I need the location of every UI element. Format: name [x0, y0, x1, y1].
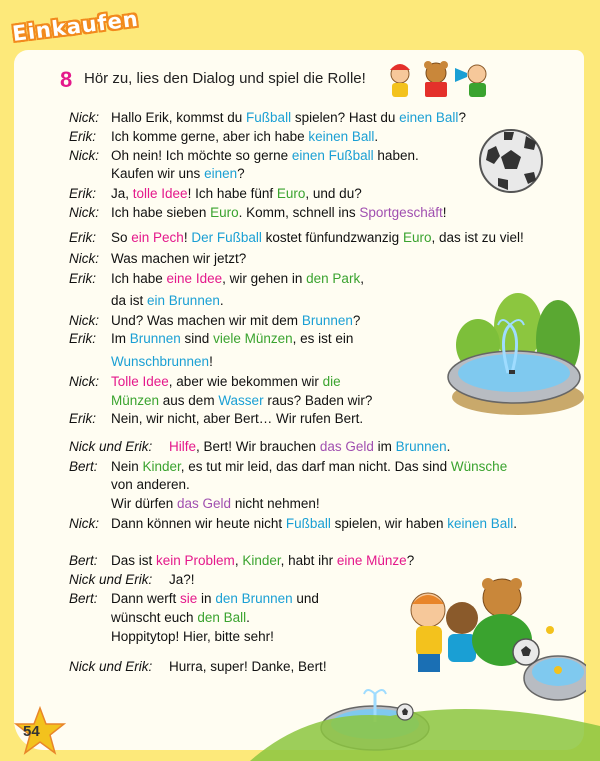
highlighted-word: keinen Ball [308, 129, 375, 144]
text-segment: Dann werft [111, 591, 181, 606]
text-segment: aus dem [159, 393, 219, 408]
task-number: 8 [60, 67, 73, 92]
dialogue-text [169, 659, 327, 674]
text-segment: Und? Was machen wir mit dem [111, 313, 302, 328]
dialogue-text [111, 591, 319, 606]
text-segment: ? [458, 110, 466, 125]
text-segment: Ich komme gerne, aber ich habe [111, 129, 309, 144]
speaker-label: Nick: [69, 313, 99, 328]
highlighted-word: den Ball [197, 610, 247, 625]
highlighted-word: Kinder [242, 553, 281, 568]
highlighted-word: Wunschbrunnen [111, 354, 210, 369]
text-segment: , aber wie bekommen wir [168, 374, 323, 389]
text-segment: spielen? Hast du [291, 110, 400, 125]
speaker-label: Erik: [69, 230, 96, 245]
text-segment: Nein, wir nicht, aber Bert… Wir rufen Bert. [111, 411, 364, 426]
text-segment: , es tut mir leid, das darf man nicht. Das sind [180, 459, 451, 474]
text-segment: . [219, 293, 224, 308]
section-title: Einkaufen [11, 6, 140, 47]
text-segment: , habt ihr [280, 553, 337, 568]
text-segment: ! [183, 230, 192, 245]
text-segment: Ich habe sieben [111, 205, 211, 220]
highlighted-word: einen Fußball [291, 148, 374, 163]
dialogue-text [111, 553, 414, 568]
text-segment: wünscht euch [111, 610, 198, 625]
speaker-label: Bert: [69, 553, 98, 568]
text-segment: in [197, 591, 216, 606]
speaker-label: Nick: [69, 148, 99, 163]
speaker-label: Bert: [69, 459, 98, 474]
dialogue-text [111, 186, 362, 201]
text-segment: ? [406, 553, 415, 568]
text-segment: Hurra, super! Danke, Bert! [169, 659, 327, 674]
dialogue-text [111, 516, 517, 531]
highlighted-word: Der Fußball [191, 230, 262, 245]
highlighted-word: Euro [276, 186, 306, 201]
dialogue-text [169, 572, 195, 587]
text-segment: von anderen. [111, 477, 190, 492]
speaker-label: Erik: [69, 271, 96, 286]
text-segment: haben. [373, 148, 419, 163]
text-segment: . Komm, schnell ins [238, 205, 360, 220]
text-segment: , Bert! Wir brauchen [196, 439, 320, 454]
highlighted-word: Wünsche [450, 459, 508, 474]
dialogue-text [111, 354, 213, 369]
highlighted-word: Münzen [111, 393, 160, 408]
text-segment: , wir gehen in [222, 271, 307, 286]
page-number-star-icon [14, 706, 66, 758]
dialogue-text [111, 393, 372, 408]
dialogue-text [111, 110, 466, 125]
dialogue-text [111, 411, 363, 426]
speaker-label: Nick: [69, 251, 99, 266]
text-segment: Was machen wir jetzt? [111, 251, 247, 266]
text-segment: . [246, 610, 250, 625]
highlighted-word: tolle Idee [132, 186, 188, 201]
dialogue-text [111, 148, 419, 163]
highlighted-word: einen [204, 166, 238, 181]
task-instruction: Hör zu, lies den Dialog und spiel die Rolle! [84, 70, 366, 87]
speaker-label: Erik: [69, 186, 96, 201]
speaker-label: Nick: [69, 205, 99, 220]
text-segment: Oh nein! Ich möchte so gerne [111, 148, 292, 163]
ground-hill-decoration [250, 688, 600, 761]
text-segment: . [374, 129, 379, 144]
text-segment: Kaufen wir uns [111, 166, 205, 181]
text-segment: raus? Baden wir? [263, 393, 373, 408]
character-erik-trumpet-icon [455, 65, 486, 97]
highlighted-word: Sportgeschäft [359, 205, 443, 220]
highlighted-word: Tolle Idee [111, 374, 169, 389]
dialogue-text [111, 496, 320, 511]
dialogue-text [111, 271, 364, 286]
dialogue-text [111, 166, 245, 181]
text-segment: , [360, 271, 364, 286]
highlighted-word: Ball [490, 516, 514, 531]
text-segment: ? [352, 313, 361, 328]
speaker-label: Nick und Erik: [69, 659, 153, 674]
text-segment: im [373, 439, 396, 454]
text-segment: Hoppitytop! Hier, bitte sehr! [111, 629, 274, 644]
text-segment: nicht nehmen! [231, 496, 320, 511]
dialogue-text [111, 205, 446, 220]
highlighted-word: den Brunnen [215, 591, 293, 606]
text-segment: , und du? [305, 186, 362, 201]
dialogue-text [111, 293, 224, 308]
dialogue-text [111, 477, 190, 492]
highlighted-word: die [322, 374, 341, 389]
text-segment: kostet fünfundzwanzig [261, 230, 403, 245]
dialogue-text [111, 251, 246, 266]
text-segment: und [292, 591, 319, 606]
highlighted-word: einen Ball [399, 110, 459, 125]
text-segment: Hallo Erik, kommst du [111, 110, 247, 125]
highlighted-word: Hilfe [169, 439, 197, 454]
ball-small-icon [396, 703, 414, 721]
highlighted-word: den Park [306, 271, 361, 286]
highlighted-word: viele Münzen [213, 331, 293, 346]
text-segment: Nein [111, 459, 143, 474]
highlighted-word: Wasser [218, 393, 264, 408]
highlighted-word: Brunnen [301, 313, 353, 328]
dialogue-text [111, 129, 378, 144]
speaker-label: Nick: [69, 516, 99, 531]
text-segment: , das ist zu viel! [431, 230, 524, 245]
highlighted-word: Kinder [142, 459, 181, 474]
highlighted-word: Fußball [285, 516, 331, 531]
text-segment: ! Ich habe fünf [187, 186, 277, 201]
dialogue-text [111, 230, 524, 245]
character-bert-book-icon [424, 61, 448, 97]
highlighted-word: das Geld [319, 439, 374, 454]
text-segment: Dann können wir heute nicht [111, 516, 286, 531]
speaker-label: Bert: [69, 591, 98, 606]
characters-icon-group [385, 58, 495, 100]
dialogue-text [111, 374, 341, 389]
highlighted-word: Fußball [246, 110, 292, 125]
text-segment: ! [442, 205, 447, 220]
highlighted-word: Euro [402, 230, 432, 245]
text-segment: . [446, 439, 451, 454]
speaker-label: Nick: [69, 110, 99, 125]
highlighted-word: kein Problem [156, 553, 235, 568]
page-number: 54 [23, 723, 40, 740]
highlighted-word: das Geld [177, 496, 232, 511]
speaker-label: Nick und Erik: [69, 572, 153, 587]
highlighted-word: Brunnen [395, 439, 447, 454]
highlighted-word: ein Brunnen [147, 293, 220, 308]
text-segment: . [513, 516, 518, 531]
dialogue-text [169, 439, 450, 454]
text-segment: Das ist [111, 553, 157, 568]
text-segment: ? [237, 166, 245, 181]
speaker-label: Erik: [69, 411, 96, 426]
highlighted-word: Euro [210, 205, 239, 220]
highlighted-word: keinen [447, 516, 488, 531]
dialogue-text [111, 313, 360, 328]
speaker-label: Erik: [69, 129, 96, 144]
dialogue-text [111, 459, 507, 474]
dialogue-text [111, 610, 250, 625]
soccer-ball-icon [478, 128, 544, 194]
highlighted-word: Brunnen [129, 331, 181, 346]
text-segment: da ist [111, 293, 148, 308]
text-segment: , [234, 553, 243, 568]
dialogue-text [111, 331, 353, 346]
text-segment: , es ist ein [292, 331, 354, 346]
text-segment: Ja, [111, 186, 133, 201]
highlighted-word: eine Idee [166, 271, 223, 286]
text-segment: sind [180, 331, 214, 346]
highlighted-word: sie [180, 591, 198, 606]
text-segment: Wir dürfen [111, 496, 178, 511]
fountain-park-icon [438, 285, 586, 420]
text-segment: Ich habe [111, 271, 167, 286]
speaker-label: Nick: [69, 374, 99, 389]
speaker-label: Nick und Erik: [69, 439, 153, 454]
text-segment: Ja?! [169, 572, 195, 587]
text-segment: Im [111, 331, 130, 346]
highlighted-word: eine Münze [336, 553, 407, 568]
highlighted-word: ein Pech [131, 230, 184, 245]
dialogue-text [111, 629, 274, 644]
text-segment: ! [209, 354, 213, 369]
text-segment: So [111, 230, 132, 245]
text-segment: spielen, wir haben [330, 516, 448, 531]
character-nick-icon [390, 64, 410, 97]
speaker-label: Erik: [69, 331, 96, 346]
